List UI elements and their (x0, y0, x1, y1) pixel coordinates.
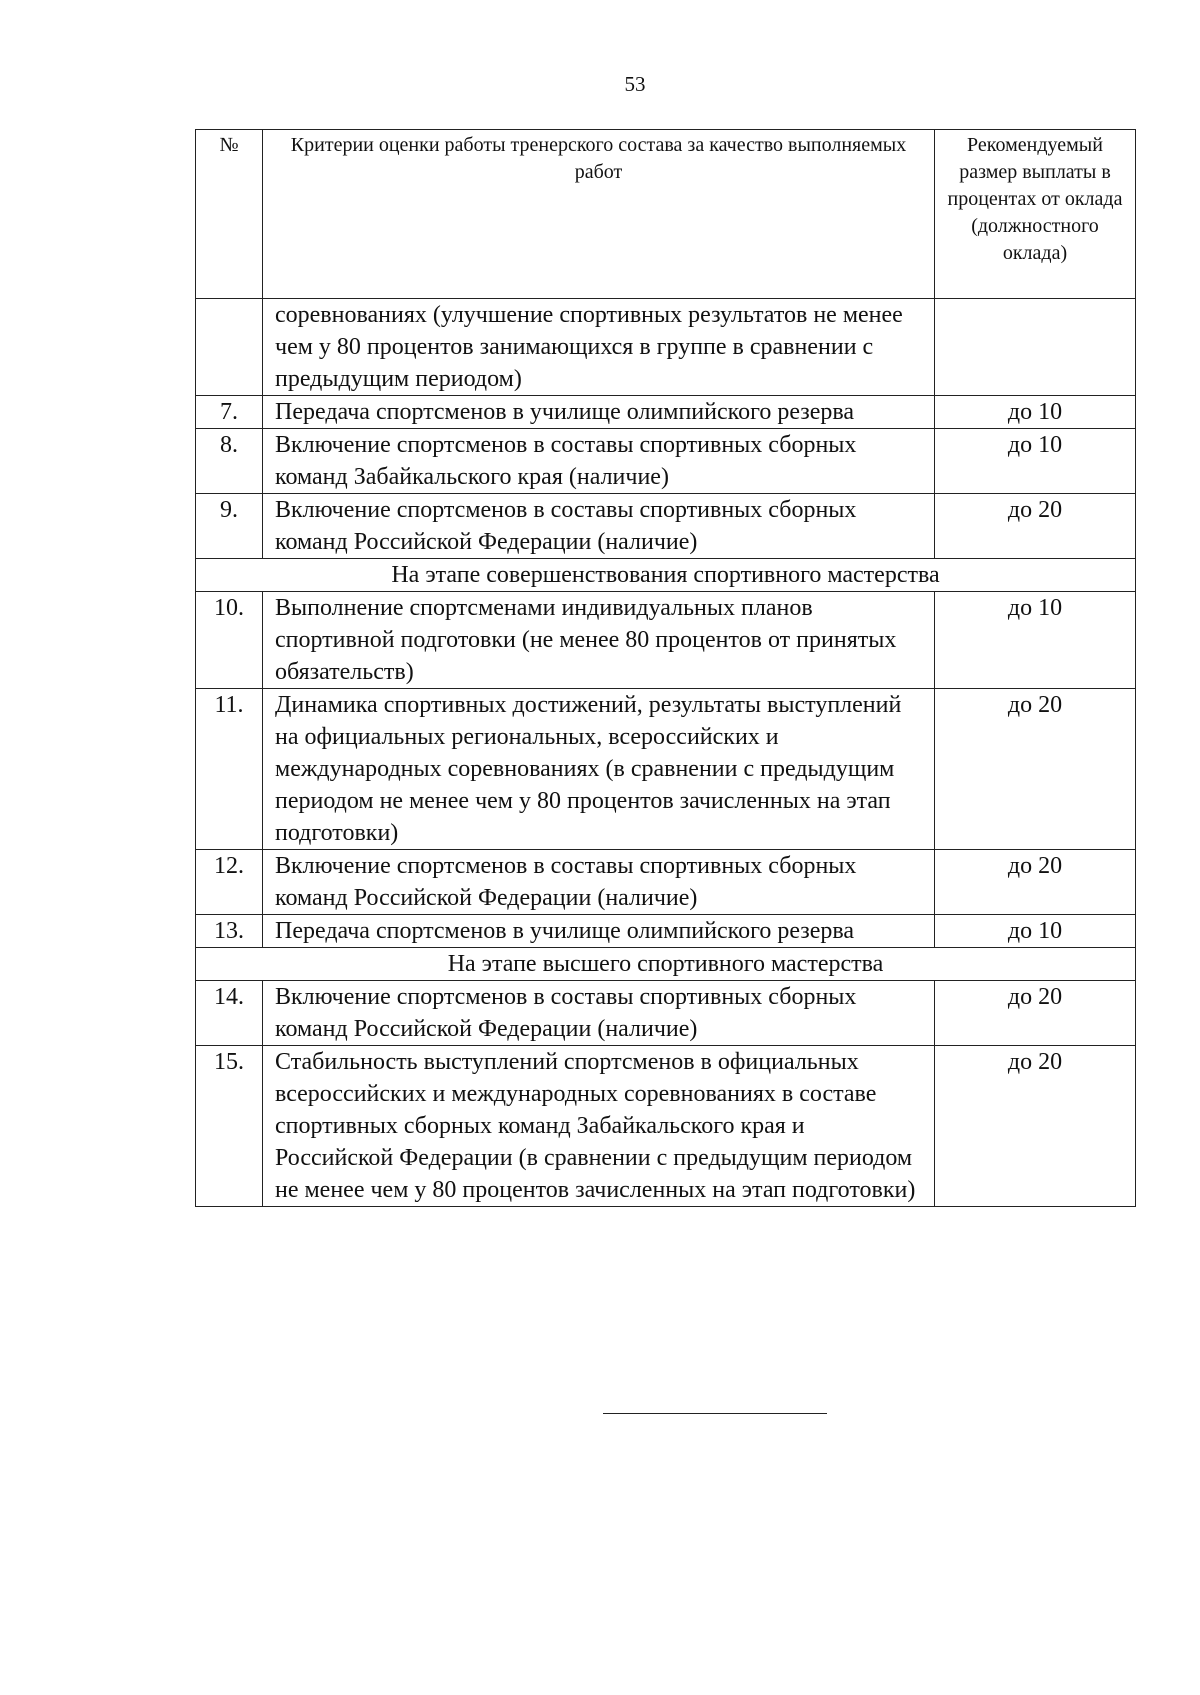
row-criteria: Передача спортсменов в училище олимпийского резерва (263, 396, 935, 429)
row-criteria: Включение спортсменов в составы спортивных сборных команд Забайкальского края (наличие) (263, 429, 935, 494)
table-row (196, 981, 1136, 1046)
row-number: 12. (196, 850, 263, 915)
row-payment: до 10 (935, 592, 1136, 689)
row-payment: до 10 (935, 915, 1136, 948)
section-heading: На этапе высшего спортивного мастерства (196, 948, 1136, 981)
table-row (196, 299, 1136, 396)
row-criteria: Включение спортсменов в составы спортивных сборных команд Российской Федерации (наличие) (263, 494, 935, 559)
row-criteria: Выполнение спортсменами индивидуальных планов спортивной подготовки (не менее 80 процентов от принятых обязательств) (263, 592, 935, 689)
row-number: 14. (196, 981, 263, 1046)
table-row (196, 1046, 1136, 1207)
row-payment: до 20 (935, 689, 1136, 850)
header-criteria: Критерии оценки работы тренерского состава за качество выполняемых работ (263, 130, 935, 299)
row-payment: до 20 (935, 981, 1136, 1046)
section-row (196, 559, 1136, 592)
page-number: 53 (624, 72, 646, 96)
row-criteria: соревнованиях (улучшение спортивных результатов не менее чем у 80 процентов занимающихся в группе в сравнении с предыдущим периодом) (263, 299, 935, 396)
table-header-row (196, 130, 1136, 299)
row-payment: до 20 (935, 1046, 1136, 1207)
row-payment (935, 299, 1136, 396)
row-payment: до 10 (935, 396, 1136, 429)
header-number: № (196, 130, 263, 299)
row-number: 9. (196, 494, 263, 559)
table-row (196, 850, 1136, 915)
row-criteria: Динамика спортивных достижений, результаты выступлений на официальных региональных, всероссийских и международных соревнованиях (в сравнении с предыдущим периодом не менее чем у 80 процентов зачисленных на этап подготовки) (263, 689, 935, 850)
row-number (196, 299, 263, 396)
table-row (196, 592, 1136, 689)
row-number: 7. (196, 396, 263, 429)
table-row (196, 396, 1136, 429)
row-criteria: Передача спортсменов в училище олимпийского резерва (263, 915, 935, 948)
table-row (196, 429, 1136, 494)
row-payment: до 10 (935, 429, 1136, 494)
row-number: 10. (196, 592, 263, 689)
row-number: 8. (196, 429, 263, 494)
row-number: 15. (196, 1046, 263, 1207)
header-payment: Рекомендуемый размер выплаты в процентах от оклада (должностного оклада) (935, 130, 1136, 299)
table-row (196, 494, 1136, 559)
section-row (196, 948, 1136, 981)
row-criteria: Стабильность выступлений спортсменов в официальных всероссийских и международных соревнованиях в составе спортивных сборных команд Забайкальского края и Российской Федерации (в сравнении с предыдущим периодом не менее чем у 80 процентов зачисленных на этап подготовки) (263, 1046, 935, 1207)
section-heading: На этапе совершенствования спортивного мастерства (196, 559, 1136, 592)
criteria-table (195, 129, 1136, 1207)
row-criteria: Включение спортсменов в составы спортивных сборных команд Российской Федерации (наличие) (263, 981, 935, 1046)
row-number: 11. (196, 689, 263, 850)
closing-rule (603, 1413, 827, 1414)
row-payment: до 20 (935, 850, 1136, 915)
row-criteria: Включение спортсменов в составы спортивных сборных команд Российской Федерации (наличие) (263, 850, 935, 915)
table-row (196, 915, 1136, 948)
row-payment: до 20 (935, 494, 1136, 559)
row-number: 13. (196, 915, 263, 948)
table-row (196, 689, 1136, 850)
